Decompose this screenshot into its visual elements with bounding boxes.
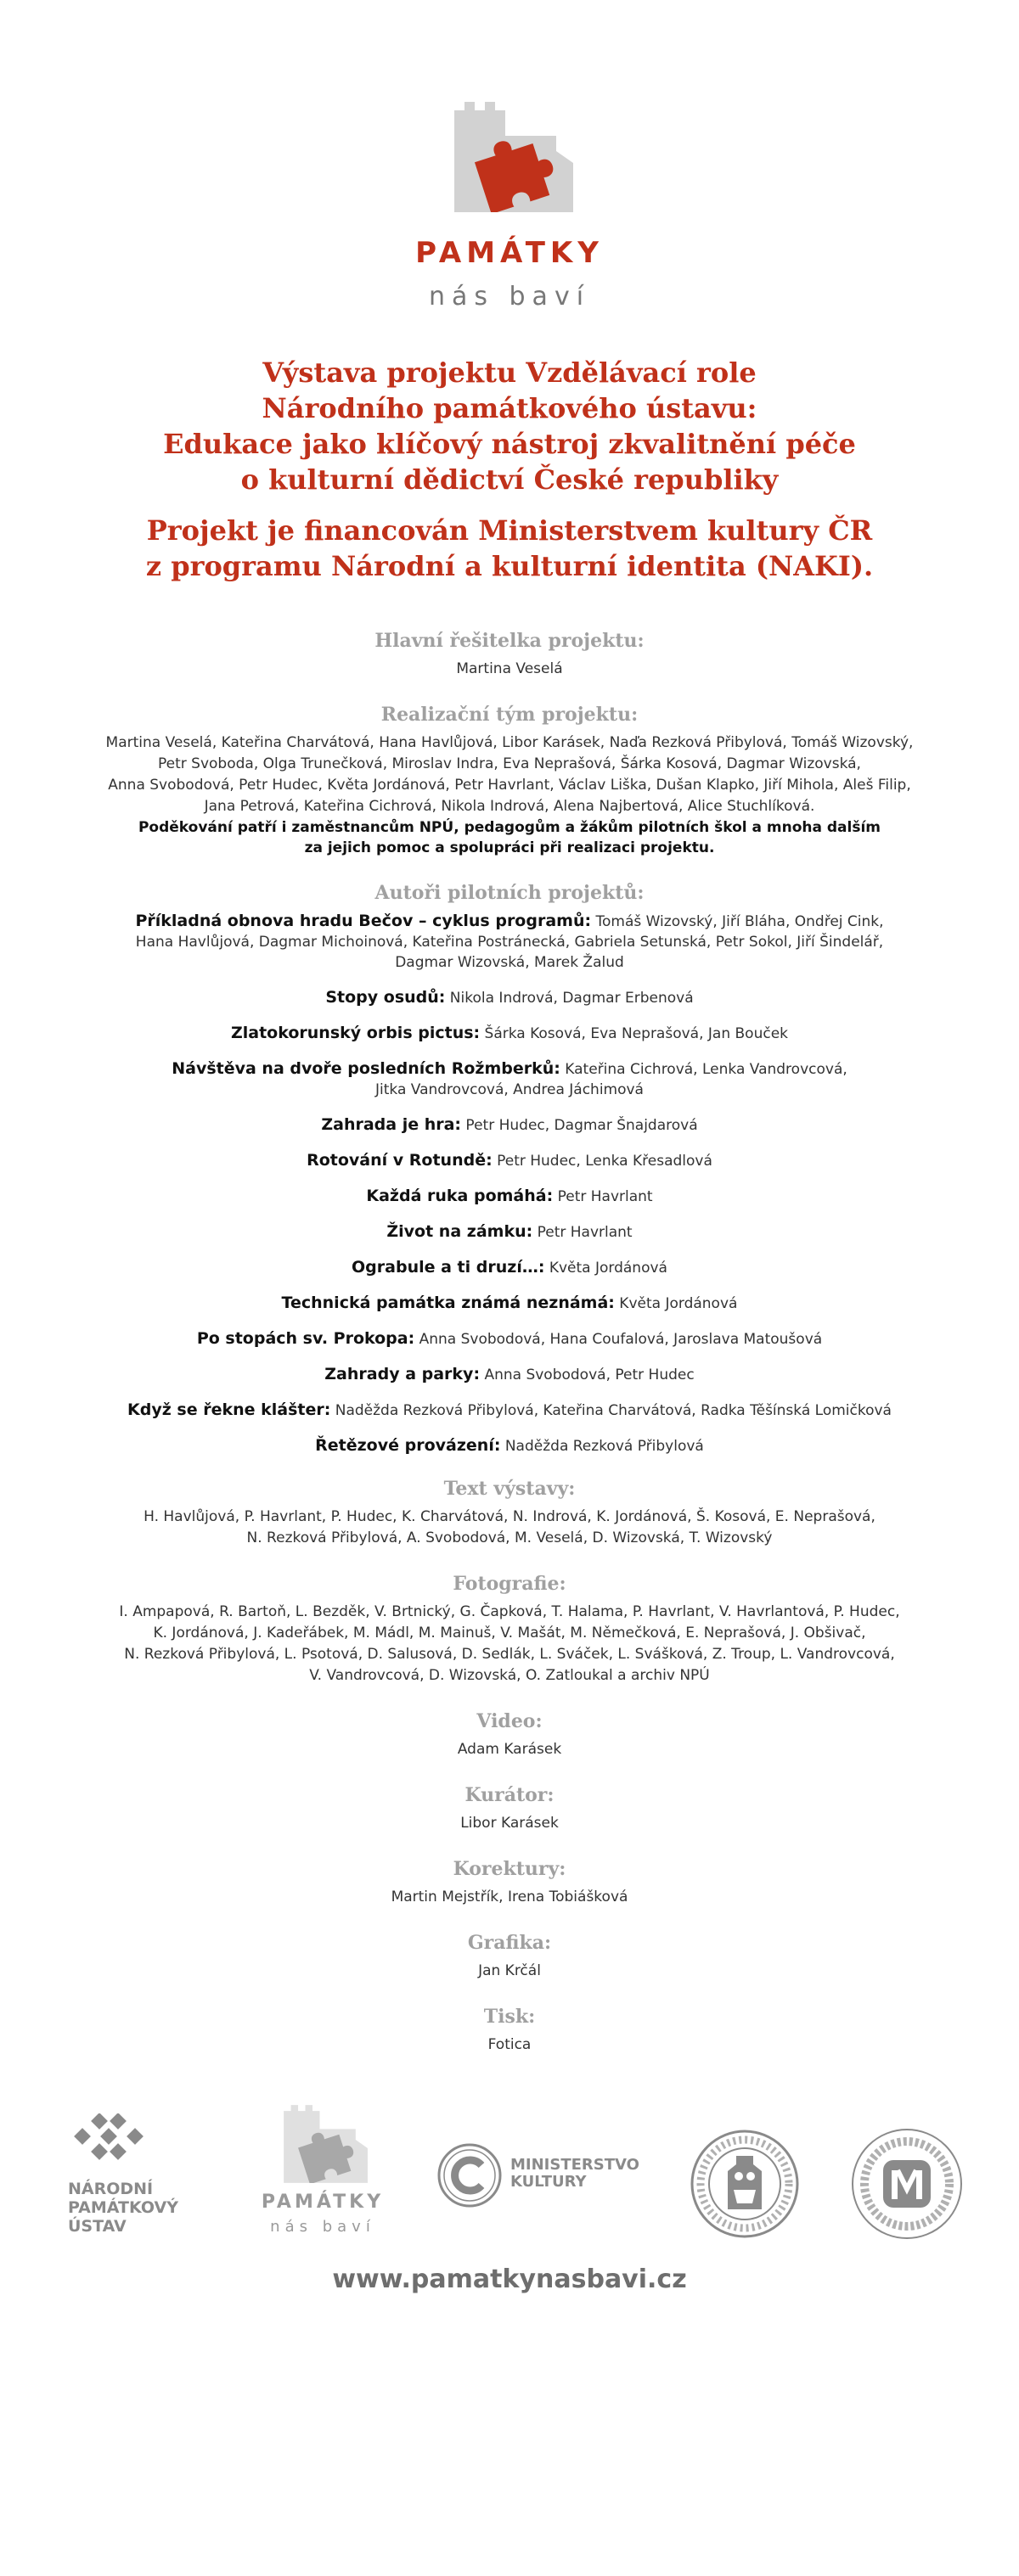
credits-content — [51, 628, 968, 2056]
project-title: Stopy osudů: — [325, 988, 446, 1007]
photo-line: I. Ampapová, R. Bartoň, L. Bezděk, V. Brtnický, G. Čapková, T. Halama, P. Havrlant, V. Havrlantová, P. Hudec, — [119, 1603, 900, 1620]
project-authors: Jitka Vandrovcová, Andrea Jáchimová — [375, 1081, 644, 1098]
team-line: Martina Veselá, Kateřina Charvátová, Hana Havlůjová, Libor Karásek, Naďa Rezková Přibylová, Tomáš Wizovský, — [105, 734, 914, 751]
pamatky-small-logo — [255, 2105, 391, 2236]
text-authors-line: N. Rezková Přibylová, A. Svobodová, M. Veselá, D. Wizovská, T. Wizovský — [246, 1529, 773, 1546]
project-entry — [51, 1400, 968, 1421]
photo-line: N. Rezková Přibylová, L. Psotová, D. Salusová, D. Sedlák, L. Sváček, L. Svášková, Z. Troup, L. Vandrovcová, — [124, 1646, 895, 1663]
npu-text-line: NÁRODNÍ — [68, 2180, 154, 2198]
photo-line: V. Vandrovcová, D. Wizovská, O. Zatloukal a archiv NPÚ — [309, 1667, 710, 1684]
project-authors: Naděžda Rezková Přibylová — [500, 1438, 704, 1455]
university-seal-icon — [690, 2129, 800, 2239]
team-line: Anna Svobodová, Petr Hudec, Květa Jordánová, Petr Havrlant, Václav Liška, Dušan Klapko, Jiří Mihola, Aleš Filip, — [108, 777, 911, 794]
graphics-name: Jan Krčál — [478, 1962, 541, 1979]
funding-line: z programu Národní a kulturní identita (NAKI). — [145, 550, 874, 582]
castle-puzzle-icon — [437, 102, 582, 212]
pamatky-small-tagline: nás baví — [270, 2218, 375, 2236]
project-authors: Petr Havrlant — [553, 1188, 653, 1205]
project-entry — [51, 1114, 968, 1136]
npu-diamond-icon — [68, 2113, 153, 2164]
project-title: Rotování v Rotundě: — [307, 1151, 493, 1170]
curator-heading: Kurátor: — [464, 1784, 555, 1806]
project-authors: Anna Svobodová, Hana Coufalová, Jaroslava Matoušová — [414, 1331, 823, 1348]
project-authors: Květa Jordánová — [614, 1295, 738, 1312]
project-entry — [51, 1435, 968, 1456]
project-title: Příkladná obnova hradu Bečov – cyklus programů: — [135, 912, 592, 930]
university-seal-logo — [690, 2129, 800, 2242]
pamatky-logo — [0, 102, 1019, 311]
lead-heading: Hlavní řešitelka projektu: — [374, 630, 645, 652]
project-authors: Petr Hudec, Dagmar Šnajdarová — [461, 1117, 698, 1134]
lead-name: Martina Veselá — [456, 660, 563, 677]
title-line: Edukace jako klíčový nástroj zkvalitnění péče — [163, 428, 856, 460]
project-title: Každá ruka pomáhá: — [366, 1187, 554, 1205]
project-title: Návštěva na dvoře posledních Rožmberků: — [172, 1059, 560, 1078]
project-authors: Dagmar Wizovská, Marek Žalud — [395, 954, 624, 971]
print-heading: Tisk: — [483, 2006, 536, 2028]
photo-heading: Fotografie: — [453, 1573, 566, 1595]
project-title: Ograbule a ti druzí…: — [352, 1258, 545, 1277]
muni-seal-icon — [849, 2126, 965, 2242]
team-heading: Realizační tým projektu: — [380, 704, 639, 726]
project-title: Řetězové provázení: — [315, 1436, 501, 1455]
text-authors-line: H. Havlůjová, P. Havrlant, P. Hudec, K. Charvátová, N. Indrová, K. Jordánová, Š. Kosová, E. Neprašová, — [144, 1508, 875, 1525]
project-title: Technická památka známá neznámá: — [281, 1294, 615, 1312]
ministry-c-icon — [437, 2143, 502, 2208]
project-entry — [51, 1023, 968, 1044]
title-line: o kulturní dědictví České republiky — [240, 463, 779, 496]
brand-tagline: nás baví — [428, 282, 591, 311]
project-entry — [51, 911, 968, 973]
brand-name: PAMÁTKY — [415, 236, 604, 270]
title-line: Národního památkového ústavu: — [262, 392, 757, 424]
project-authors: Petr Havrlant — [532, 1224, 633, 1241]
graphics-heading: Grafika: — [467, 1932, 552, 1954]
print-name: Fotica — [487, 2036, 532, 2053]
team-line: Petr Svoboda, Olga Trunečková, Miroslav Indra, Eva Neprašová, Šárka Kosová, Dagmar Wizovská, — [158, 755, 861, 772]
photo-line: K. Jordánová, J. Kadeřábek, M. Mádl, M. Mainuš, V. Mašát, M. Němečková, E. Neprašová, J. Obšivač, — [153, 1625, 866, 1642]
curator-name: Libor Karásek — [460, 1815, 559, 1832]
project-entry — [51, 1328, 968, 1350]
project-authors: Naděžda Rezková Přibylová, Kateřina Charvátová, Radka Těšínská Lomičková — [330, 1402, 892, 1419]
masaryk-university-logo — [849, 2126, 965, 2245]
project-authors: Hana Havlůjová, Dagmar Michoinová, Kateřina Postránecká, Gabriela Setunská, Petr Sokol, Jiří Šindelář, — [135, 934, 884, 951]
project-authors: Anna Svobodová, Petr Hudec — [480, 1367, 695, 1383]
funding-line: Projekt je financován Ministerstvem kultury ČR — [146, 514, 873, 547]
project-title: Když se řekne klášter: — [127, 1400, 331, 1419]
npu-logo — [68, 2113, 178, 2236]
project-authors: Kateřina Cichrová, Lenka Vandrovcová, — [560, 1061, 847, 1078]
team-line: Jana Petrová, Kateřina Cichrová, Nikola Indrová, Alena Najbertová, Alice Stuchlíková. — [204, 798, 815, 815]
project-authors: Květa Jordánová — [544, 1260, 667, 1277]
project-authors: Nikola Indrová, Dagmar Erbenová — [445, 990, 694, 1007]
project-authors: Tomáš Wizovský, Jiří Bláha, Ondřej Cink, — [591, 913, 884, 930]
proofreading-heading: Korektury: — [453, 1858, 566, 1880]
proofreading-names: Martin Mejstřík, Irena Tobiášková — [391, 1889, 628, 1905]
npu-text-line: ÚSTAV — [68, 2217, 127, 2236]
project-entry — [51, 1186, 968, 1207]
thanks-line: Poděkování patří i zaměstnancům NPÚ, pedagogům a žákům pilotních škol a mnoha dalším — [138, 819, 881, 836]
project-title: Život na zámku: — [386, 1222, 533, 1241]
exhibition-title — [0, 355, 1019, 584]
project-entry — [51, 1150, 968, 1171]
project-entry — [51, 1364, 968, 1385]
authors-heading: Autoři pilotních projektů: — [374, 882, 645, 904]
ministry-text-line: KULTURY — [510, 2173, 587, 2191]
website-url[interactable]: www.pamatkynasbavi.cz — [332, 2265, 687, 2294]
project-title: Zahrady a parky: — [324, 1365, 481, 1383]
text-heading: Text výstavy: — [443, 1478, 576, 1500]
thanks-line: za jejich pomoc a spolupráci při realizaci projektu. — [304, 839, 715, 856]
pamatky-small-name: PAMÁTKY — [261, 2192, 385, 2213]
project-title: Zlatokorunský orbis pictus: — [230, 1024, 481, 1042]
title-line: Výstava projektu Vzdělávací role — [262, 356, 757, 389]
project-entry — [51, 1221, 968, 1243]
video-name: Adam Karásek — [457, 1741, 562, 1758]
project-entry — [51, 1293, 968, 1314]
project-entry — [51, 1257, 968, 1278]
projects-list — [51, 911, 968, 1456]
project-authors: Šárka Kosová, Eva Neprašová, Jan Bouček — [480, 1025, 788, 1042]
video-heading: Video: — [476, 1710, 543, 1732]
project-entry — [51, 987, 968, 1008]
castle-puzzle-small-icon — [272, 2105, 374, 2183]
project-entry — [51, 1058, 968, 1100]
npu-text-line: PAMÁTKOVÝ — [68, 2198, 178, 2217]
project-title: Zahrada je hra: — [321, 1115, 462, 1134]
project-title: Po stopách sv. Prokopa: — [196, 1329, 415, 1348]
ministry-text-line: MINISTERSTVO — [510, 2156, 639, 2174]
partner-logos — [0, 2105, 1019, 2266]
project-authors: Petr Hudec, Lenka Křesadlová — [492, 1153, 712, 1170]
